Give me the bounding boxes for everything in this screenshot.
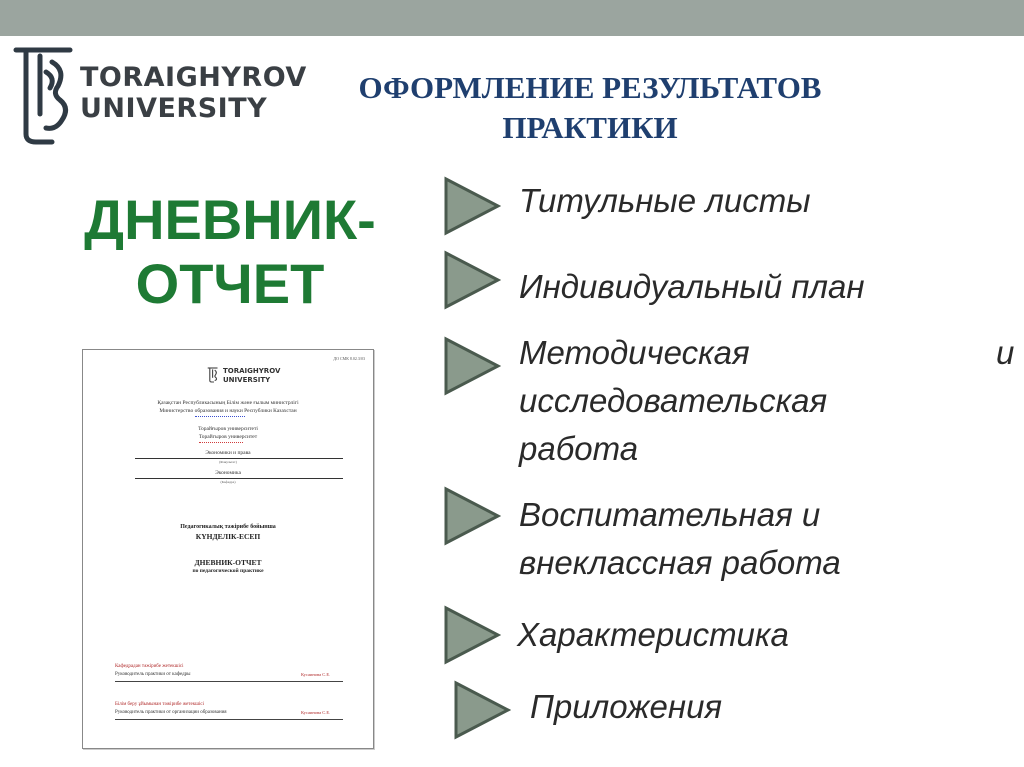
doc-department-sub: (Кафедра)	[220, 480, 236, 484]
item-methodical-line-1: Методическая	[519, 334, 750, 371]
doc-name-1: Кусаинова С.Е.	[301, 672, 331, 677]
arrow-right-icon	[443, 605, 501, 665]
big-label-line-1: ДНЕВНИК-	[84, 188, 376, 251]
item-individual-plan: Индивидуальный план	[519, 268, 865, 305]
doc-uni-ru: Торайгыров университет	[198, 434, 258, 440]
arrow-right-icon	[443, 486, 501, 546]
doc-supervisor-kz: Кафедрадан тәжірибе жетекшісі	[115, 664, 184, 669]
doc-department-rule	[135, 478, 343, 479]
doc-sign-rule-2	[115, 719, 343, 720]
diary-report-label	[60, 188, 400, 316]
doc-underline-1	[195, 416, 245, 417]
doc-name-2: Кусаинова С.Е.	[301, 710, 331, 715]
arrow-right-icon	[443, 176, 501, 236]
doc-sign-rule-1	[115, 681, 343, 682]
doc-uni-kz: Торайғыров университеті	[198, 426, 258, 432]
university-name	[80, 62, 307, 124]
slide-title	[330, 68, 850, 148]
doc-practice-ru: по педагогической практике	[192, 568, 264, 574]
item-methodical-line-2: исследовательская	[519, 382, 828, 419]
doc-faculty: Экономики и права	[205, 450, 251, 456]
doc-department: Экономика	[215, 470, 241, 476]
item-educational-line-1: Воспитательная и	[519, 496, 821, 533]
arrow-right-icon	[443, 336, 501, 396]
title-line-2: ПРАКТИКИ	[502, 110, 678, 145]
logo-line-1: TORAIGHYROV	[80, 62, 307, 93]
doc-ministry-ru: Министерство образования и науки Республики Казахстан	[159, 408, 297, 414]
item-appendices: Приложения	[530, 688, 723, 725]
top-bar	[0, 0, 1024, 36]
doc-diary-kz: КҮНДЕЛІК-ЕСЕП	[195, 532, 261, 541]
doc-org-ru: Руководитель практики от организации образования	[115, 710, 227, 715]
doc-uni-line-2: UNIVERSITY	[223, 376, 271, 384]
item-title-pages: Титульные листы	[519, 182, 811, 219]
doc-diary-ru: ДНЕВНИК-ОТЧЕТ	[194, 558, 262, 567]
item-educational-line-2: внеклассная работа	[519, 544, 841, 581]
title-line-1: ОФОРМЛЕНИЕ РЕЗУЛЬТАТОВ	[358, 70, 822, 105]
doc-code: ДО СМК 8.02.3/03	[333, 356, 365, 361]
document-preview	[82, 349, 374, 749]
doc-supervisor-ru: Руководитель практики от кафедры	[115, 672, 191, 677]
logo-line-2: UNIVERSITY	[80, 93, 268, 124]
doc-ministry-kz: Қазақстан Республикасының Білім және ғылым министрлігі	[157, 400, 299, 406]
big-label-line-2: ОТЧЕТ	[135, 252, 325, 315]
arrow-right-icon	[443, 250, 501, 310]
item-methodical-line-1-end: и	[996, 334, 1015, 371]
doc-logo-icon	[207, 366, 221, 384]
item-characteristic: Характеристика	[517, 616, 789, 653]
doc-org-kz: Білім беру ұйымынан тәжірибе жетекшісі	[115, 702, 204, 707]
doc-underline-2	[199, 442, 243, 443]
arrow-right-icon	[453, 680, 511, 740]
doc-faculty-sub: (Факультет)	[219, 460, 237, 464]
doc-uni-line-1: TORAIGHYROV	[223, 367, 281, 375]
doc-practice-kz: Педагогикалық тәжірибе бойынша	[180, 524, 276, 530]
doc-faculty-rule	[135, 458, 343, 459]
item-methodical-line-3: работа	[519, 430, 639, 467]
